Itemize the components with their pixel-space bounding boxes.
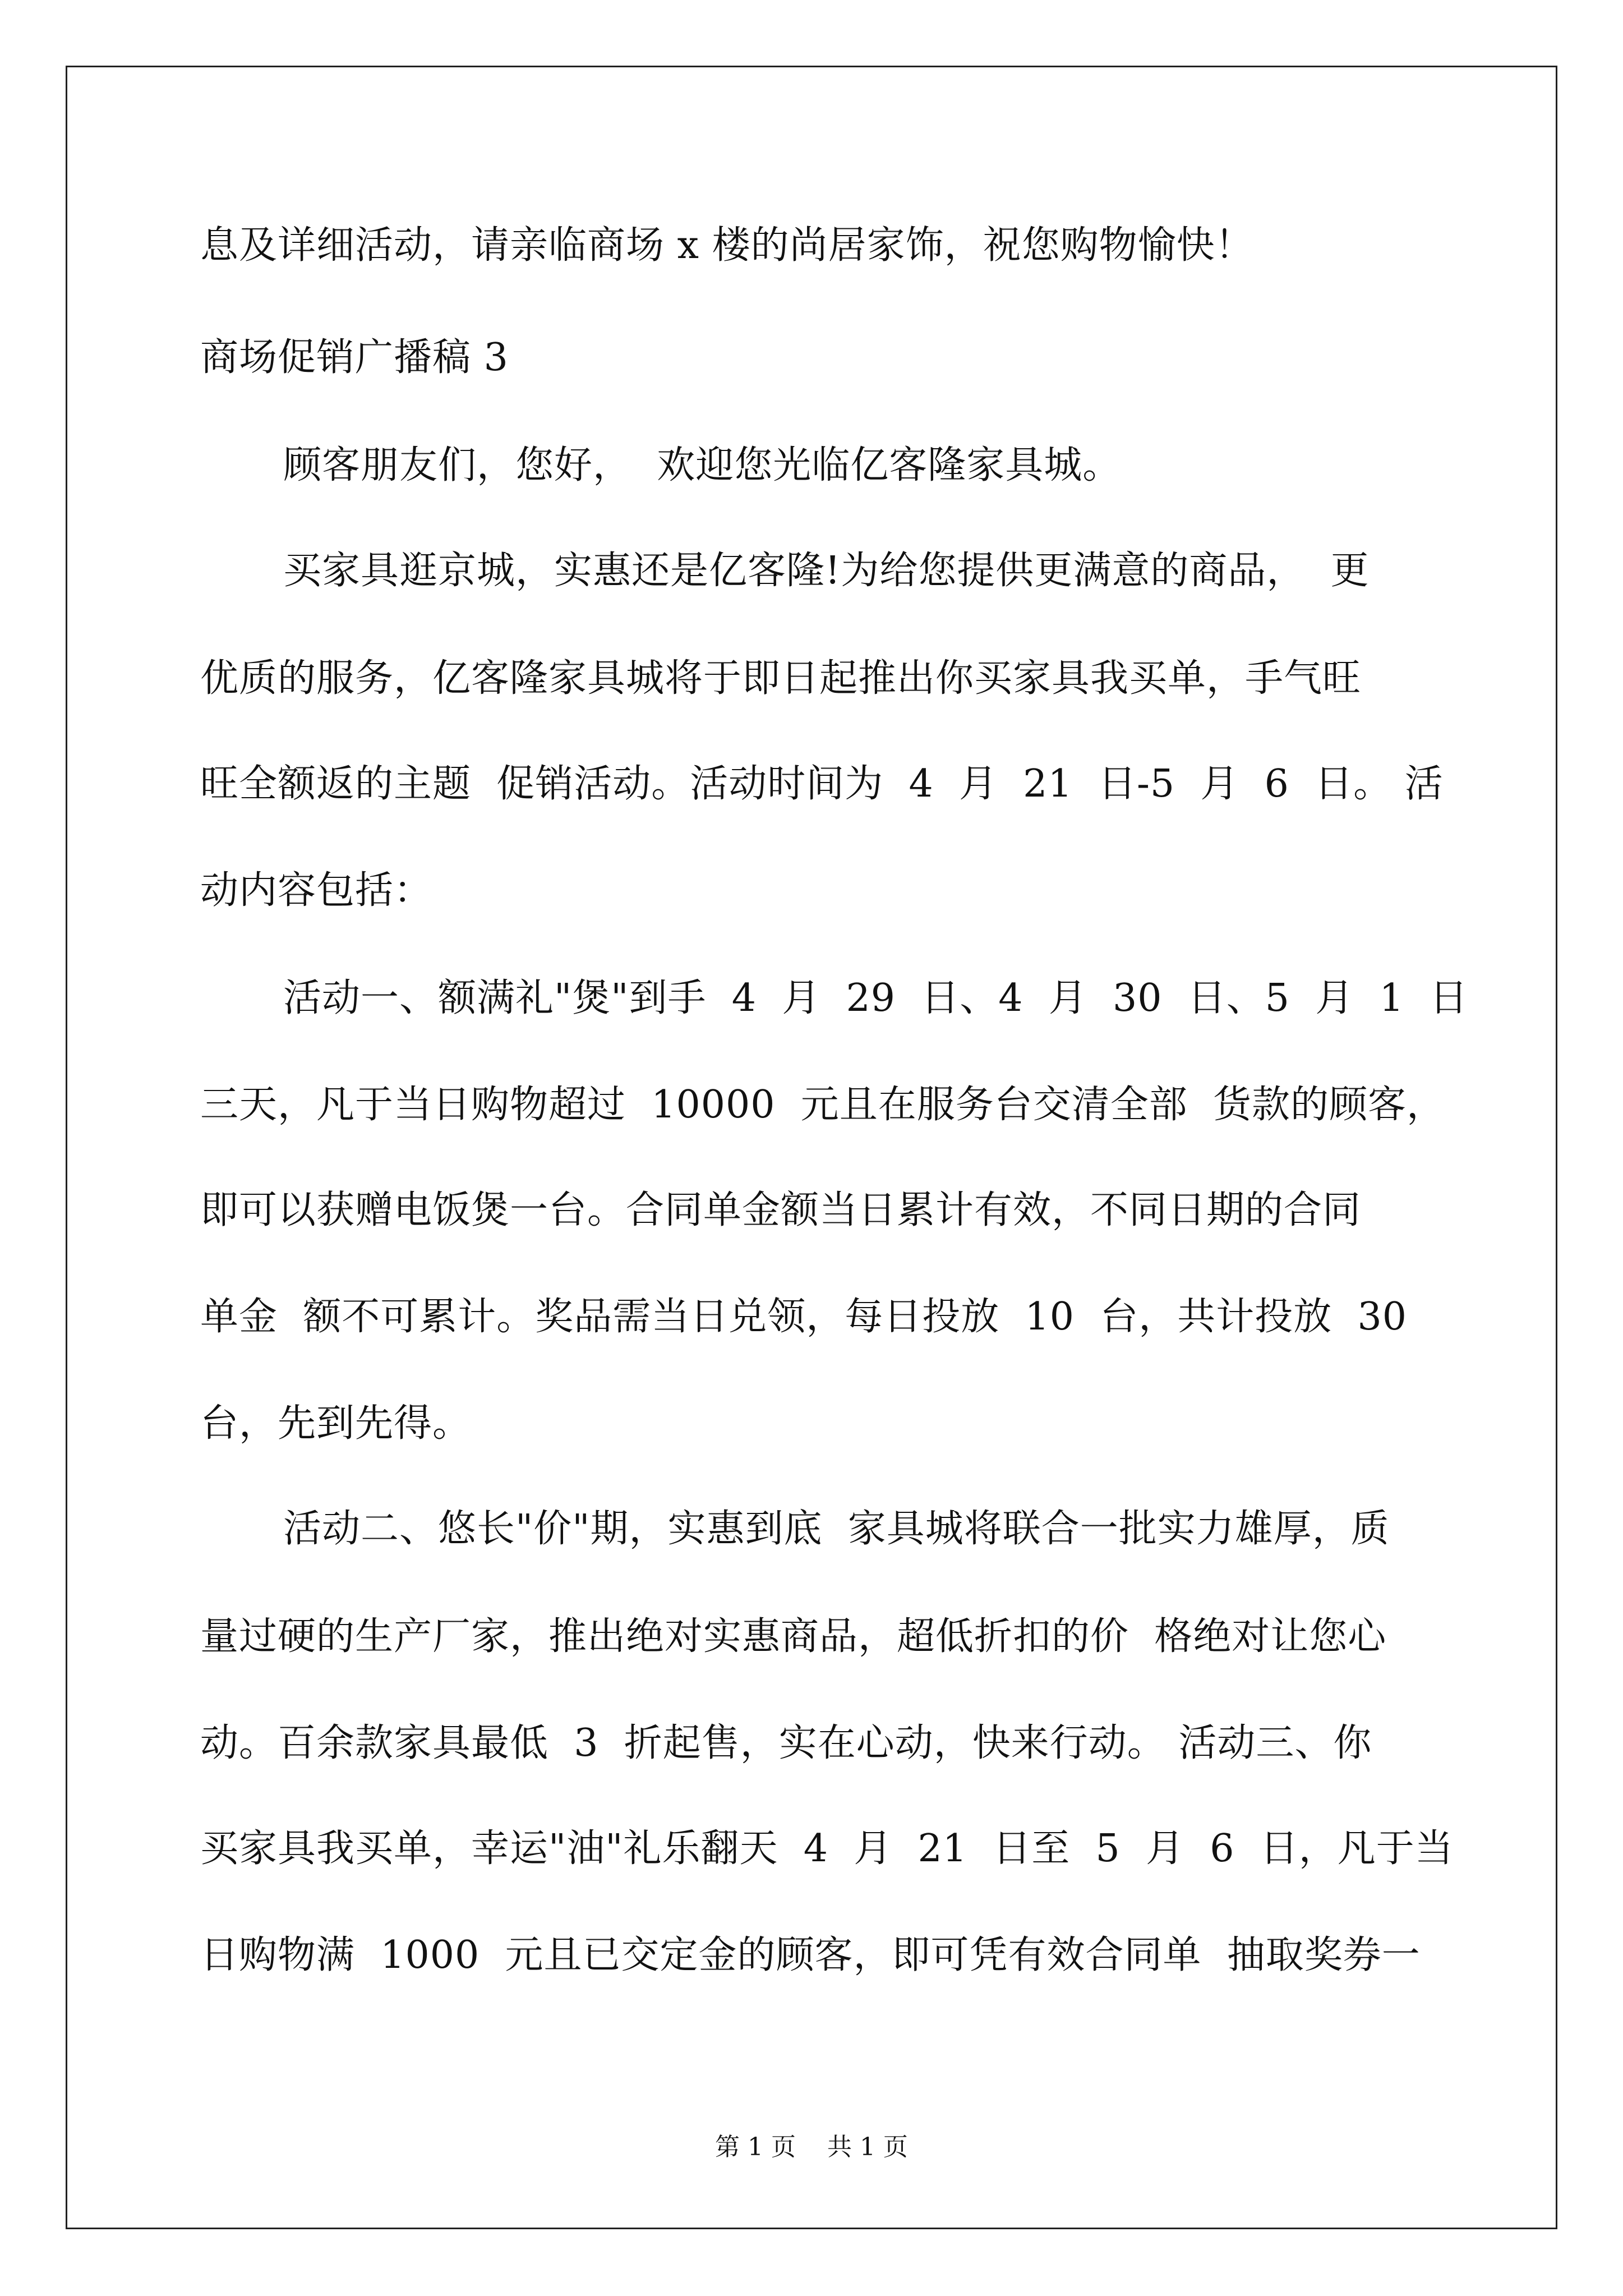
paragraph-line: 动。百余款家具最低 3 折起售，实在心动，快来行动。 活动三、你: [200, 1721, 1372, 1765]
paragraph-line: 买家具逛京城，实惠还是亿客隆!为给您提供更满意的商品， 更: [283, 549, 1370, 593]
paragraph-line: 活动一、额满礼"煲"到手 4 月 29 日、4 月 30 日、5 月 1 日: [283, 976, 1468, 1020]
paragraph-line: 活动二、悠长"价"期，实惠到底 家具城将联合一批实力雄厚，质: [283, 1507, 1390, 1551]
paragraph-line: 旺全额返的主题 促销活动。活动时间为 4 月 21 日-5 月 6 日。 活: [200, 762, 1444, 806]
text-line: 息及详细活动，请亲临商场 x 楼的尚居家饰，祝您购物愉快！: [200, 223, 1254, 268]
section-heading: 商场促销广播稿 3: [200, 335, 509, 380]
paragraph-line: 单金 额不可累计。奖品需当日兑领，每日投放 10 台，共计投放 30: [200, 1295, 1407, 1339]
paragraph-line: 顾客朋友们，您好， 欢迎您光临亿客隆家具城。: [283, 443, 1122, 487]
page-footer: 第 1 页 共 1 页: [715, 2133, 908, 2161]
paragraph-line: 即可以获赠电饭煲一台。合同单金额当日累计有效，不同日期的合同: [200, 1188, 1362, 1232]
paragraph-line: 日购物满 1000 元且已交定金的顾客，即可凭有效合同单 抽取奖券一: [200, 1933, 1421, 1977]
page-border: [66, 66, 1557, 2229]
paragraph-line: 量过硬的生产厂家，推出绝对实惠商品，超低折扣的价 格绝对让您心: [200, 1614, 1387, 1659]
paragraph-line: 优质的服务，亿客隆家具城将于即日起推出你买家具我买单，手气旺: [200, 656, 1362, 701]
paragraph-line: 三天，凡于当日购物超过 10000 元且在服务台交清全部 货款的顾客，: [200, 1083, 1446, 1127]
paragraph-line: 台，先到先得。: [200, 1401, 472, 1446]
paragraph-line: 动内容包括：: [200, 868, 433, 913]
paragraph-line: 买家具我买单，幸运"油"礼乐翻天 4 月 21 日至 5 月 6 日，凡于当: [200, 1826, 1454, 1871]
